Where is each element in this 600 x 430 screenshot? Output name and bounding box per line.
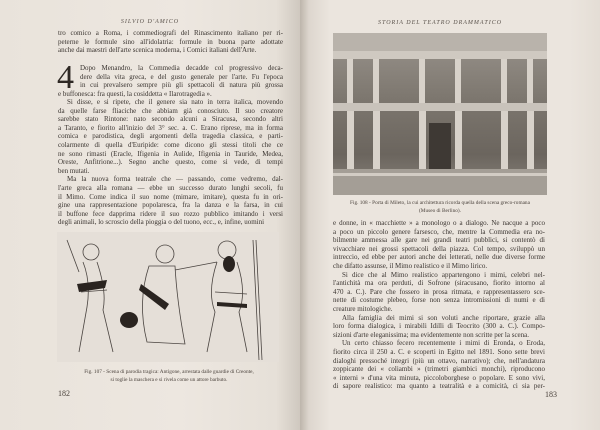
text-line: il buffone fece dapprima ridere il suo rozzo pubblico imitando i versi <box>58 209 283 218</box>
page-number: 183 <box>545 390 557 399</box>
gate-photo <box>333 33 547 195</box>
text-line: creature mitologiche. <box>333 304 393 313</box>
text-line: degli animali, lo scroscio della pioggia o del tuono, ecc., e, infine, uomini <box>58 218 265 227</box>
text-line: peterne le formule sino all'idolatria: formule in buona parte adottate <box>58 37 283 46</box>
drop-cap: 4 <box>57 59 74 96</box>
text-line: dere della vita greca, e del gusto generale per l'arte. Fu l'epoca <box>80 72 283 81</box>
figure-caption <box>333 199 547 215</box>
text-line: in cui prevalsero sempre più gli spettacoli di natura più grossa <box>80 81 283 90</box>
text-line: ben mutati. <box>58 166 90 175</box>
text-line: e donne, in « macchiette » a monologo o a dialogo. Ne nacque a poco <box>333 219 545 227</box>
caption-line: Fig. 108 - Porta di Mileto, la cui architettura ricorda quella della scena greco-romana <box>350 200 530 206</box>
text-line: da quelle farse fliaciche che abbiam già conosciuto. Il suo creatore <box>58 106 283 115</box>
text-line: Oreste, Anfitrione...). Segno anche questo, come si vede, di tempi <box>58 158 283 167</box>
text-line: Un certo chiasso fecero recentemente i mimi di Eronda, o Eroda, <box>342 339 545 348</box>
text-line: Ma la nuova forma teatrale che — passando, come vedremo, dal- <box>67 175 283 184</box>
text-line: Alla famiglia dei mimi si son voluti anche riportare, grazie alla <box>342 313 545 322</box>
text-line: a Taranto, e fiorito all'inizio del 3° sec. a. C. Erano riprese, ma in forma <box>58 123 283 132</box>
paragraph <box>333 219 545 391</box>
paragraph <box>58 29 283 55</box>
paragraph <box>58 98 283 227</box>
text-line: intreccio, ed ebbe per autori anche dei letterati, nelle due diverse forme <box>333 253 545 262</box>
text-line: il Mimo. Come indica il suo nome (mimare, imitare), questa fu in ori- <box>58 192 283 201</box>
caption-line: (Museo di Berlino). <box>419 208 461 214</box>
text-line: bilmente ammessa alle gare nei grandi teatri pubblici, si contentò di <box>333 236 545 245</box>
text-line: di sapore realistico: ma quanto a teatralità e a comicità, ci sia per- <box>333 382 545 391</box>
text-line: gine una rappresentazione popolaresca, fra la danza e la farsa, in cui <box>58 201 283 210</box>
text-line: sizioni d'arte eleganissima; ma evidentemente non scritte per la scena. <box>333 330 530 339</box>
figure-gate-of-miletus-photo <box>333 33 547 195</box>
text-line: zoppicante dei « coliambi » (trimetri giambici monchi), riproducono <box>333 365 545 374</box>
text-line: fiorito circa il 250 a. C. e scoperti in Egitto nel 1891. Sono sette brevi <box>333 347 545 356</box>
text-line: a poco un piccolo genere farsesco, che, mentre la Commedia era no- <box>333 227 545 236</box>
paragraph <box>58 64 283 98</box>
text-line: tro comico a Roma, i commediografi del Rinascimento italiano per ri- <box>58 29 283 37</box>
running-header: STORIA DEL TEATRO DRAMMATICO <box>377 20 503 26</box>
text-line: sarebbe stato Rintone: nato secondo alcuni a Siracusa, secondo altri <box>58 115 283 124</box>
vase-painting-illustration <box>57 232 279 362</box>
text-line: l'arte greca alla romana — ebbe un successo durato lunghi secoli, fu <box>58 183 283 192</box>
text-line: nette di costume plebeo, forse non senza intromissioni di numi e di <box>333 296 545 305</box>
figure-caption <box>58 368 280 384</box>
text-line: comica e parodistica, degli argomenti della tragedia classica, e parti- <box>58 132 283 141</box>
text-line: Si disse, e si ripete, che il genere sia nato in terra italica, movendo <box>67 98 283 106</box>
text-line: vivacchiare nei grossi spettacoli della piazza. Col tempo, sviluppò un <box>333 244 545 253</box>
figure-vase-painting <box>57 232 279 362</box>
text-line: e buffonesca: fra questi, la cosiddetta « Ilarotragedia ». <box>58 89 212 98</box>
text-line: l'antichità ma ora perduti, di Sofrone (siracusano, fiorito intorno al <box>333 279 545 288</box>
text-line: 470 a. C.). Pare che fossero in prosa ritmata, e rappresentassero sce- <box>333 287 545 296</box>
caption-line: Fig. 107 - Scena di parodia tragica: Antigone, arrestata dalle guardie di Creonte, <box>84 369 254 375</box>
text-line: Si dice che al Mimo realistico appartengono i mimi, celebri nel- <box>342 270 545 279</box>
text-line: Dopo Menandro, la Commedia decadde col progressivo deca- <box>80 64 283 72</box>
page-number: 182 <box>58 389 70 398</box>
caption-line: si toglie la maschera e si rivela come un attore barbuto. <box>110 377 228 383</box>
text-line: ne sono rimasti (Eracle, Ifigenia in Aulide, Ifigenia in Tauride, Medea, <box>58 149 283 158</box>
text-line: dialoghi pressoché integri (più un ottavo, narrativo); che, nell'andatura <box>333 356 545 365</box>
text-line: loro forma dialogica, i mirabili Idilli di Teocrito (300 a. C.). Compo- <box>333 322 545 331</box>
text-line: « interni » d'una vita minuta, piccoloborghese o popolare. E sono vivi, <box>333 373 545 382</box>
text-line: colarmente di quella d'Euripide: come dicono gli stessi titoli che ce <box>58 140 283 149</box>
text-line: anche dai maestri dell'arte scenica moderna, i Comici italiani dell'Arte. <box>58 46 257 55</box>
running-header: SILVIO D'AMICO <box>120 19 180 25</box>
text-line: che difatto assunse, il Mimo realistico e il Mimo lirico. <box>333 261 488 270</box>
